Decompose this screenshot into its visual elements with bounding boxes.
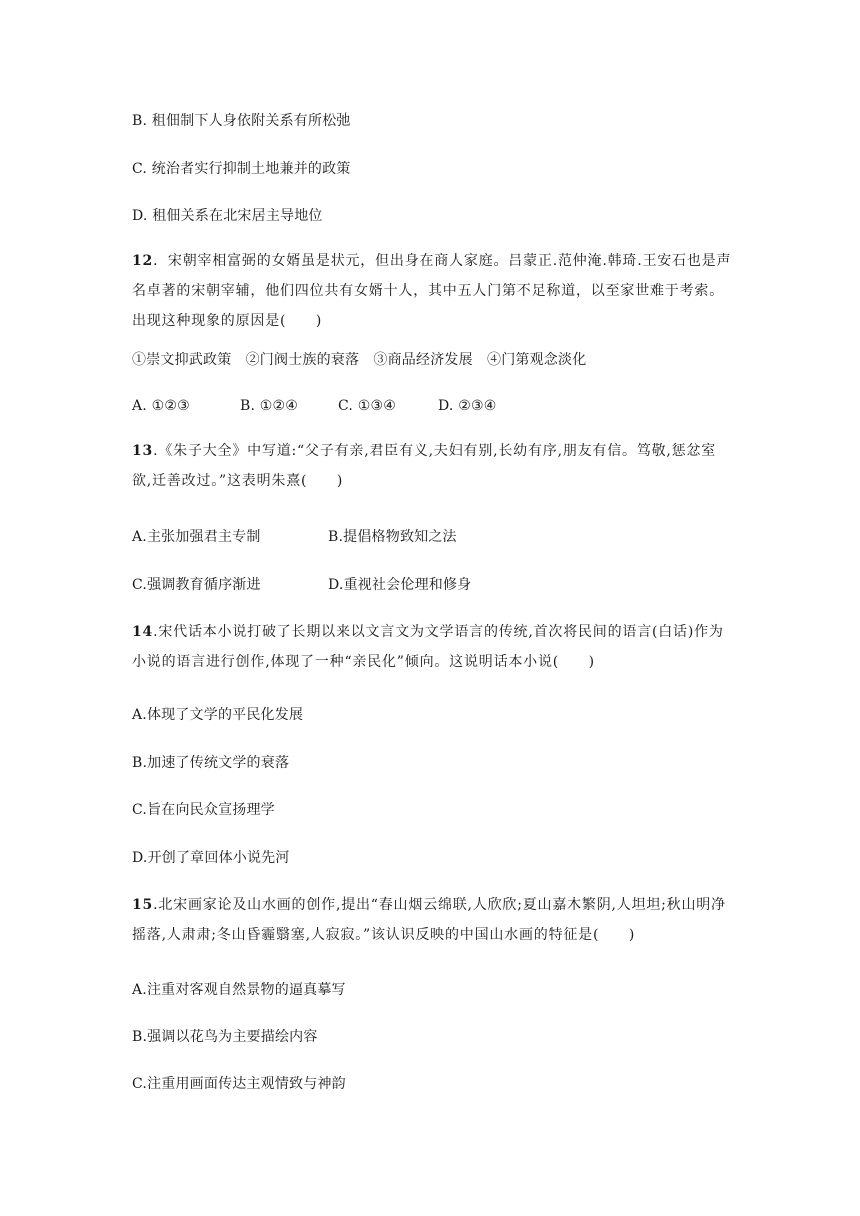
q13-options-row2 — [132, 575, 732, 595]
q12-option-b: B. ①②④ — [240, 398, 299, 414]
q13-stem-text: .《朱子大全》中写道:“父子有亲,君臣有义,夫妇有别,长幼有序,朋友有信。笃敬,惩忿室欲,迁善改过。”这表明朱熹( ) — [132, 443, 717, 489]
q11-option-d: D. 租佃关系在北宋居主导地位 — [132, 208, 323, 224]
q15-option-c: C.注重用画面传达主观情致与神韵 — [132, 1076, 346, 1092]
q14-option-b: B.加速了传统文学的衰落 — [132, 755, 290, 771]
q13-option-c: C.强调教育循序渐进 — [132, 577, 261, 593]
q12-stem-text: ．宋朝宰相富弼的女婿虽是状元，但出身在商人家庭。吕蒙正.范仲淹.韩琦.王安石也是声名卓著的宋朝宰辅，他们四位共有女婿十人，其中五人门第不足称道，以至家世难于考索。出现这种现象的原因是( ) — [132, 253, 732, 329]
q14-number: 14 — [132, 624, 154, 640]
q13-number: 13 — [132, 443, 154, 459]
q12-number: 12 — [132, 253, 154, 269]
q14-stem — [132, 617, 732, 677]
q11-option-c: C. 统治者实行抑制土地兼并的政策 — [132, 161, 351, 177]
q13-option-b: B.提倡格物致知之法 — [328, 529, 457, 545]
q15-number: 15 — [132, 897, 154, 913]
q13-option-d: D.重视社会伦理和修身 — [328, 577, 472, 593]
q12-options — [132, 396, 732, 416]
q12-option-c: C. ①③④ — [338, 398, 396, 414]
q11-option-b: B. 租佃制下人身依附关系有所松弛 — [132, 113, 351, 129]
q15-option-b: B.强调以花鸟为主要描绘内容 — [132, 1029, 318, 1045]
q13-option-a: A.主张加强君主专制 — [132, 529, 261, 545]
q12-items: ①崇文抑武政策 ②门阀士族的衰落 ③商品经济发展 ④门第观念淡化 — [132, 352, 587, 368]
q14-option-c: C.旨在向民众宣扬理学 — [132, 802, 275, 818]
q13-stem — [132, 436, 732, 496]
q12-option-d: D. ②③④ — [438, 398, 497, 414]
q15-stem-text: .北宋画家论及山水画的创作,提出“春山烟云绵联,人欣欣;夏山嘉木繁阴,人坦坦;秋山明净摇落,人肃肃;冬山昏霾翳塞,人寂寂。”该认识反映的中国山水画的特征是( ) — [132, 897, 726, 943]
q12-option-a: A. ①②③ — [132, 398, 190, 414]
q15-stem — [132, 890, 732, 950]
q14-stem-text: .宋代话本小说打破了长期以来以文言文为文学语言的传统,首次将民间的语言(白话)作为小说的语言进行创作,体现了一种“亲民化”倾向。这说明话本小说( ) — [132, 624, 724, 670]
q13-options-row1 — [132, 527, 732, 547]
q12-stem — [132, 246, 732, 336]
q14-option-a: A.体现了文学的平民化发展 — [132, 707, 304, 723]
q14-option-d: D.开创了章回体小说先河 — [132, 850, 290, 866]
q15-option-a: A.注重对客观自然景物的逼真摹写 — [132, 982, 346, 998]
